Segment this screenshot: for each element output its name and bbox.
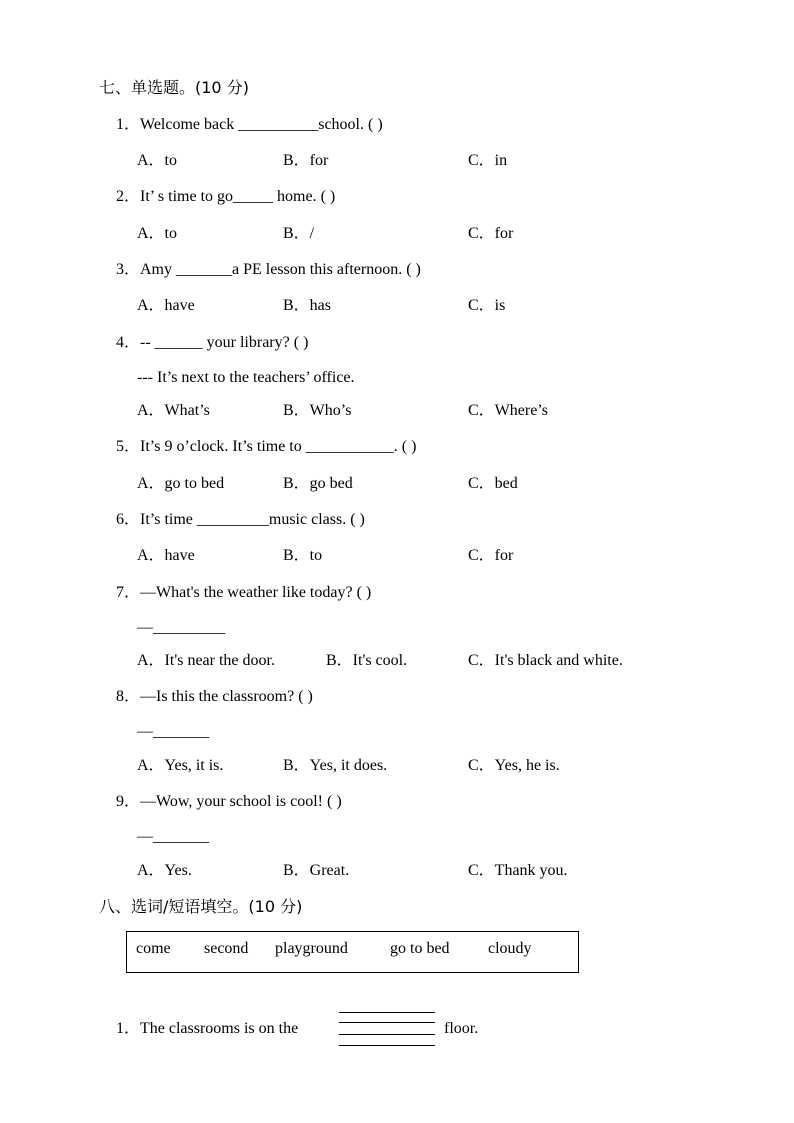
q3-option-a: A．have — [137, 297, 195, 314]
q9-option-a: A．Yes. — [137, 862, 192, 879]
q2-option-c: C．for — [468, 225, 514, 242]
question-4-stem: 4．-- ______ your library? ( ) — [116, 334, 309, 351]
question-5-stem: 5．It’s 9 o’clock. It’s time to ___________. ( ) — [116, 438, 417, 455]
q9-option-b: B．Great. — [283, 862, 350, 879]
question-6-stem: 6．It’s time _________music class. ( ) — [116, 511, 365, 528]
fill-question-1-end: floor. — [444, 1020, 479, 1037]
answer-blank-line — [339, 1045, 435, 1046]
answer-blank-line — [339, 1022, 435, 1023]
q2-option-b: B．/ — [283, 225, 315, 242]
q2-option-a: A．to — [137, 225, 178, 242]
question-7-stem: 7．—What's the weather like today? ( ) — [116, 584, 372, 601]
section-7-title: 七、单选题。(10 分) — [99, 78, 249, 97]
question-1-stem: 1．Welcome back __________school. ( ) — [116, 116, 383, 133]
word-bank-item: playground — [275, 940, 348, 957]
word-bank-item: cloudy — [488, 940, 532, 957]
question-7-answer-line: —_________ — [137, 619, 225, 636]
q7-option-b: B．It's cool. — [326, 652, 408, 669]
word-bank-item: second — [204, 940, 249, 957]
q5-option-a: A．go to bed — [137, 475, 225, 492]
question-8-answer-line: —_______ — [137, 723, 209, 740]
q3-option-b: B．has — [283, 297, 332, 314]
q7-option-a: A．It's near the door. — [137, 652, 275, 669]
question-9-answer-line: —_______ — [137, 828, 209, 845]
q1-option-a: A．to — [137, 152, 178, 169]
fill-question-1-text: 1．The classrooms is on the — [116, 1020, 299, 1037]
answer-blank-line — [339, 1012, 435, 1013]
q4-option-a: A．What’s — [137, 402, 210, 419]
question-8-stem: 8．—Is this the classroom? ( ) — [116, 688, 313, 705]
q8-option-a: A．Yes, it is. — [137, 757, 224, 774]
q7-option-c: C．It's black and white. — [468, 652, 623, 669]
question-4-answer-line: --- It’s next to the teachers’ office. — [137, 369, 355, 386]
word-bank-item: go to bed — [390, 940, 450, 957]
question-9-stem: 9．—Wow, your school is cool! ( ) — [116, 793, 342, 810]
section-8-title: 八、选词/短语填空。(10 分) — [99, 897, 303, 916]
q6-option-b: B．to — [283, 547, 323, 564]
question-2-stem: 2．It’ s time to go_____ home. ( ) — [116, 188, 336, 205]
q1-option-b: B．for — [283, 152, 329, 169]
q8-option-c: C．Yes, he is. — [468, 757, 560, 774]
answer-blank-line — [339, 1034, 435, 1035]
q4-option-b: B．Who’s — [283, 402, 352, 419]
q5-option-b: B．go bed — [283, 475, 353, 492]
q9-option-c: C．Thank you. — [468, 862, 568, 879]
q6-option-a: A．have — [137, 547, 195, 564]
q8-option-b: B．Yes, it does. — [283, 757, 388, 774]
q4-option-c: C．Where’s — [468, 402, 548, 419]
q3-option-c: C．is — [468, 297, 506, 314]
word-bank-box — [126, 931, 579, 973]
question-3-stem: 3．Amy _______a PE lesson this afternoon. ( ) — [116, 261, 421, 278]
q5-option-c: C．bed — [468, 475, 518, 492]
q1-option-c: C．in — [468, 152, 508, 169]
q6-option-c: C．for — [468, 547, 514, 564]
word-bank-item: come — [136, 940, 171, 957]
